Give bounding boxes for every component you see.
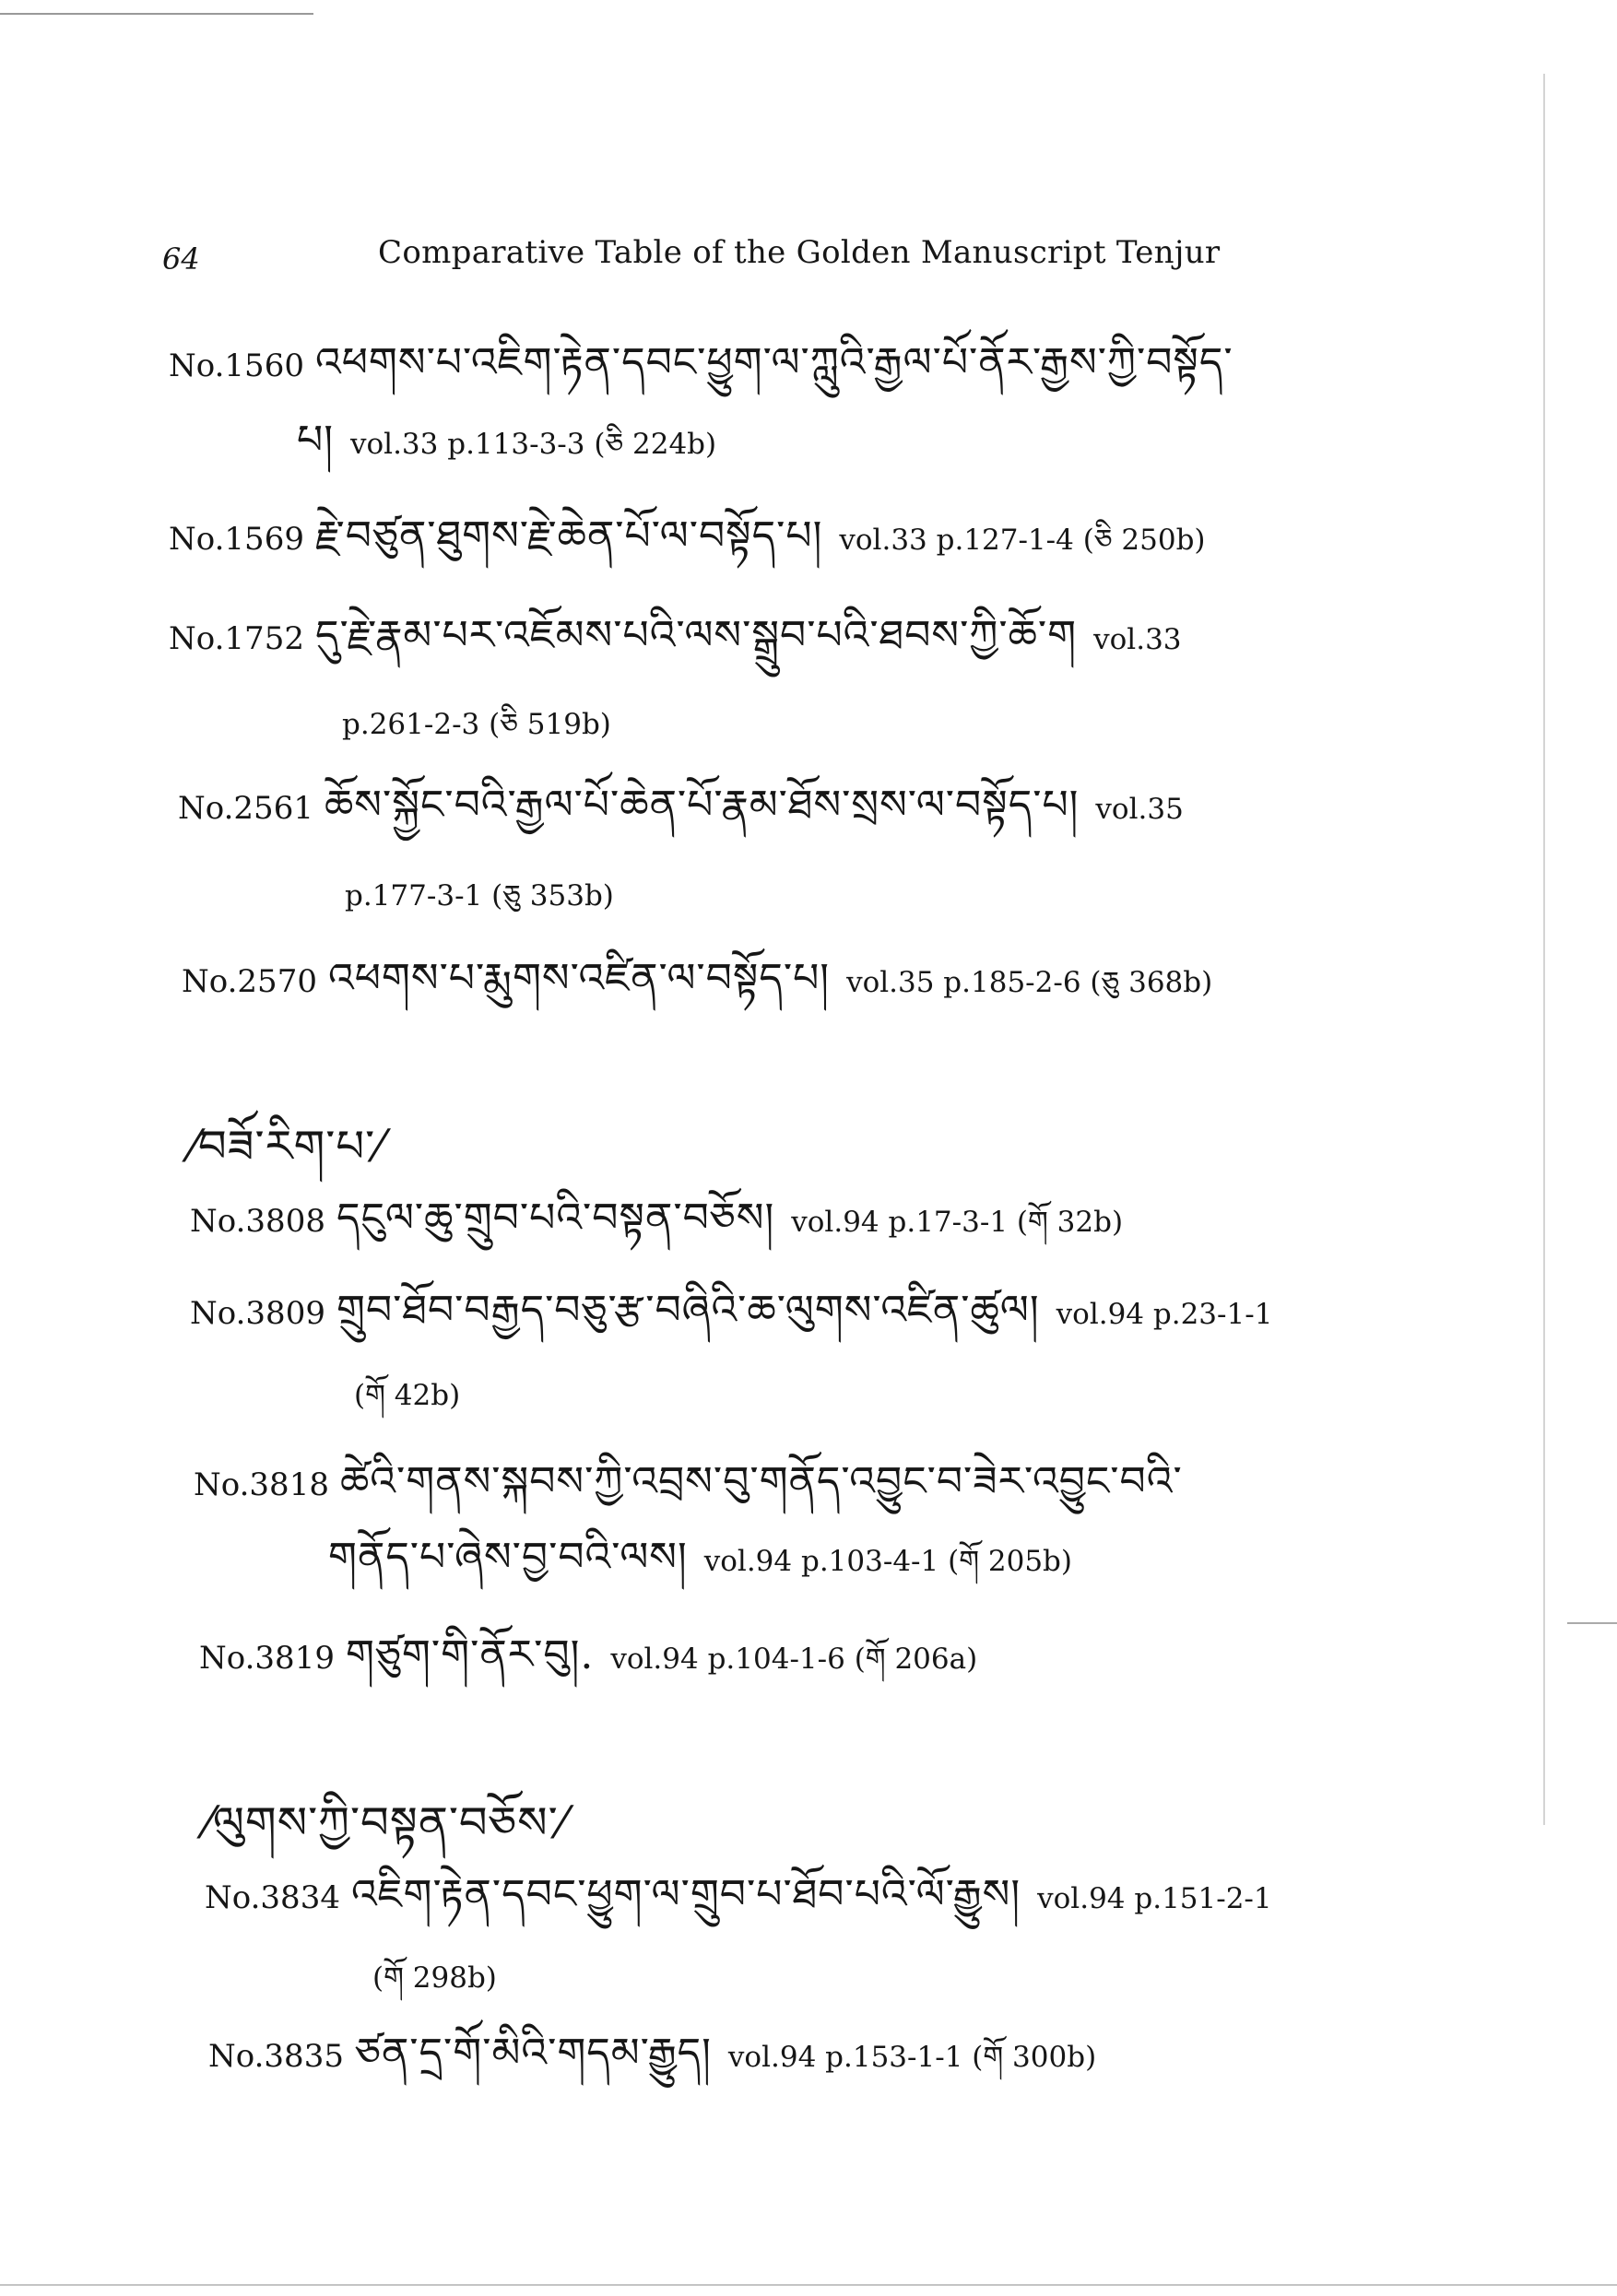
entry-1752-continuation [325, 701, 611, 741]
entry-reference: vol.33 [1093, 623, 1182, 656]
entry-3834-continuation [356, 1954, 497, 1995]
entry-number: No.2561 [178, 790, 313, 827]
entry-number: No.2570 [182, 963, 317, 1000]
entry-2561 [178, 782, 1184, 829]
entry-3834 [205, 1871, 1272, 1918]
entry-reference: vol.94 p.23-1-1 [1056, 1298, 1273, 1331]
entry-title-tibetan: ཙན་དྲ་གོ་མིའི་གདམ་རྒྱུད། [354, 2030, 712, 2077]
entry-3819 [199, 1631, 978, 1678]
scan-edge-mark-right [1543, 74, 1545, 1825]
entry-reference: vol.35 [1095, 793, 1184, 826]
entry-number: No.3818 [194, 1466, 329, 1503]
entry-title-tibetan-cont: གནོད་པ་ཞེས་བྱ་བའི་ལས། [328, 1534, 688, 1581]
entry-title-tibetan: དངུལ་ཆུ་གྲུབ་པའི་བསྟན་བཅོས། [336, 1195, 775, 1242]
entry-number: No.3808 [190, 1203, 325, 1240]
entry-1752 [169, 612, 1182, 659]
entry-title-tibetan: དུ་རྗེ་རྣམ་པར་འཇོམས་པའི་ལས་སྒྲུབ་པའི་ཐབས་ཀྱི་ཆོ་ག [314, 612, 1078, 659]
section-heading-crafts: ⁄བཟོ་རིག་པ་⁄ [190, 1121, 384, 1172]
entry-3808 [190, 1195, 1124, 1242]
scan-edge-mark-top [0, 13, 313, 15]
entry-title-tibetan: འཕགས་པ་རྨུགས་འཛིན་ལ་བསྟོད་པ། [327, 955, 831, 1002]
entry-3809-continuation [337, 1372, 460, 1412]
entry-title-tibetan: གཙུག་གི་ནོར་བུ།. [345, 1631, 595, 1678]
section-heading-secular-treatises: ⁄ལུགས་ཀྱི་བསྟན་བཅོས་⁄ [205, 1797, 567, 1849]
entry-reference: vol.33 p.127-1-4 (ཅི 250b) [839, 524, 1206, 557]
entry-3818 [194, 1458, 1199, 1505]
entry-title-tibetan: འཕགས་པ་འཇིག་རྟེན་དབང་ཕྱུག་ལ་ཀླུའི་རྒྱལ་པོ་ནོར་རྒྱས་ཀྱི་བསྟོད་ [314, 339, 1233, 386]
entry-3835 [208, 2030, 1097, 2077]
entry-reference: vol.94 p.153-1-1 (གོ 300b) [727, 2041, 1097, 2074]
entry-reference: vol.33 p.113-3-3 (ཅི 224b) [349, 428, 717, 461]
page-number: 64 [162, 241, 200, 277]
entry-number: No.3834 [205, 1879, 340, 1916]
entry-title-tibetan: གྲུབ་ཐོབ་བརྒྱད་བཅུ་རྩ་བཞིའི་ཆ་ལུགས་འཛིན་ཚུལ། [336, 1287, 1040, 1334]
entry-reference: (གོ 298b) [372, 1961, 497, 1995]
entry-number: No.1752 [169, 620, 304, 657]
entry-reference: vol.94 p.103-4-1 (གོ 205b) [703, 1545, 1072, 1578]
entry-1569 [169, 512, 1206, 559]
entry-3818-continuation [328, 1534, 1072, 1581]
scan-edge-mark-right-tick [1567, 1622, 1617, 1624]
entry-title-tibetan: རྗེ་བཙུན་ཐུགས་རྗེ་ཆེན་པོ་ལ་བསྟོད་པ། [314, 512, 823, 559]
running-title: Comparative Table of the Golden Manuscript Tenjur [378, 234, 1221, 271]
entry-reference: vol.94 p.104-1-6 (གོ 206a) [610, 1643, 978, 1676]
entry-reference: vol.94 p.151-2-1 [1037, 1882, 1272, 1915]
entry-title-tibetan: ཚེའི་གནས་སྐབས་ཀྱི་འབྲས་བུ་གནོད་འབྱུང་བ་ཟེར་འབྱུང་བའི་ [339, 1458, 1183, 1505]
entry-number: No.3809 [190, 1295, 325, 1332]
entry-reference: vol.35 p.185-2-6 (ཅུ 368b) [846, 966, 1213, 999]
entry-2561-continuation [328, 872, 614, 913]
scan-edge-mark-bottom [0, 2284, 1617, 2286]
entry-title-tibetan: ཆོས་སྐྱོང་བའི་རྒྱལ་པོ་ཆེན་པོ་རྣམ་ཐོས་སྲས་ལ་བསྟོད་པ། [324, 782, 1080, 829]
entry-reference: p.261-2-3 (ཅི 519b) [342, 708, 611, 741]
entry-reference: vol.94 p.17-3-1 (གོ 32b) [791, 1206, 1124, 1239]
entry-number: No.1569 [169, 521, 304, 558]
entry-1560 [169, 339, 1250, 386]
entry-2570 [182, 955, 1213, 1002]
entry-title-tibetan: འཇིག་རྟེན་དབང་ཕྱུག་ལ་གྲུབ་པ་ཐོབ་པའི་ལོ་རྒྱུས། [350, 1871, 1021, 1918]
entry-number: No.3819 [199, 1640, 335, 1677]
entry-reference: (གོ 42b) [354, 1379, 461, 1412]
entry-1560-continuation [297, 417, 717, 464]
entry-number: No.1560 [169, 347, 304, 384]
entry-number: No.3835 [208, 2038, 344, 2075]
entry-3809 [190, 1287, 1273, 1334]
entry-reference: p.177-3-1 (ཅུ 353b) [345, 879, 614, 913]
entry-title-tibetan-cont: པ། [297, 417, 334, 464]
